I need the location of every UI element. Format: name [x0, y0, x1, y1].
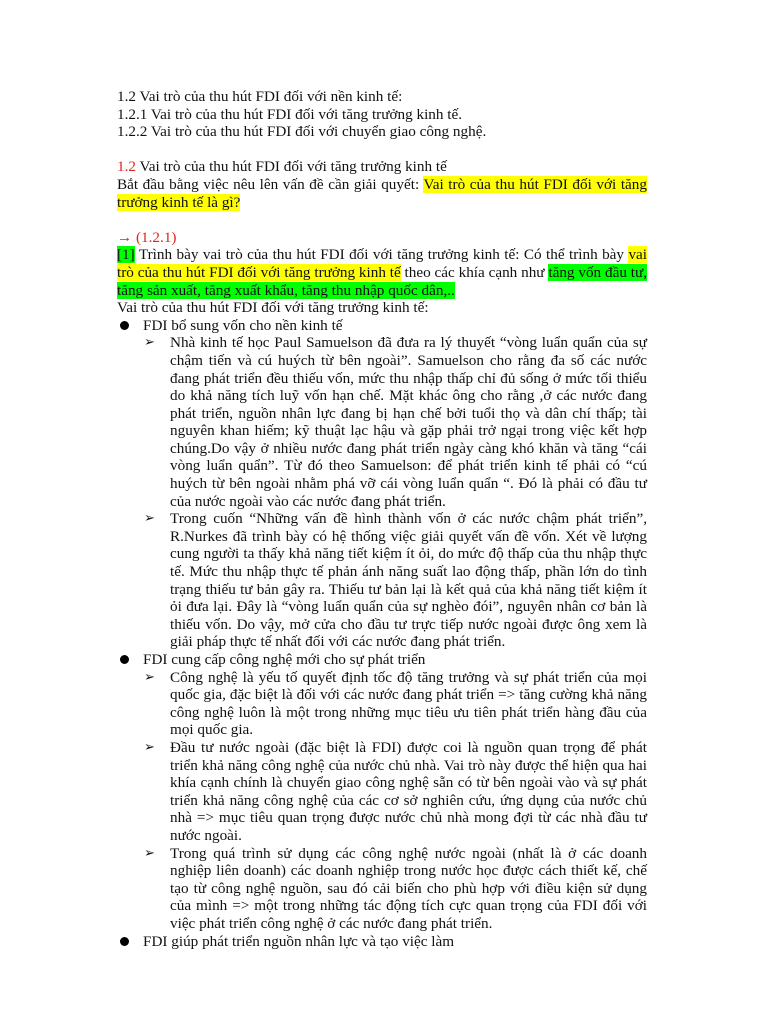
sub-list: [143, 669, 647, 933]
sub-text: Đầu tư nước ngoài (đặc biệt là FDI) được coi là nguồn quan trọng để phát triển khả năng công nghệ của nước chủ nhà. Vai trò này được thể hiện qua hai khía cạnh chính là chuyển giao công nghệ sẵn có từ bên ngoài vào và sự phát triển khả năng công nghệ của các cơ sở nghiên cứu, ứng dụng của nước chủ nhà => mục tiêu quan trọng được nước chủ nhà mong đợi từ các nhà đầu tư nước ngoài.: [170, 738, 647, 844]
bullet-label: FDI bổ sung vốn cho nền kinh tế: [143, 316, 343, 334]
paragraph: [117, 246, 647, 299]
marker-highlight: [1]: [117, 246, 135, 264]
arrow-bullet-icon: ➢: [144, 845, 155, 861]
document-page: [117, 88, 647, 950]
section-heading: [117, 158, 647, 176]
question-highlight: Vai trò của thu hút FDI đối với tăng trưởng kinh tế là gì?: [117, 175, 647, 211]
bullet-icon: [120, 321, 129, 330]
toc-line: 1.2.1 Vai trò của thu hút FDI đối với tăng trưởng kinh tế.: [117, 105, 463, 123]
arrow-bullet-icon: ➢: [144, 335, 155, 351]
sub-item: [143, 334, 647, 510]
bullet-item: [117, 317, 647, 651]
para-text: Trình bày vai trò của thu hút FDI đối với tăng trưởng kinh tế: Có thể trình bày: [134, 246, 629, 264]
sub-item: [143, 669, 647, 739]
yellow-highlight: vai trò của thu hút FDI đối với tăng trưởng kinh tế: [117, 246, 647, 281]
lead-line: Vai trò của thu hút FDI đối với tăng trưởng kinh tế:: [117, 299, 429, 317]
bullet-list: [117, 317, 647, 950]
bullet-item: [117, 651, 647, 933]
arrow-bullet-icon: ➢: [144, 739, 155, 755]
section-intro: [117, 176, 647, 211]
arrow-bullet-icon: ➢: [144, 669, 155, 685]
sub-text: Nhà kinh tế học Paul Samuelson đã đưa ra lý thuyết “vòng luẩn quẩn của sự chậm tiến và cú huých từ bên ngoài”. Samuelson cho rằng đa số các nước đang phát triển đều thiếu vốn, mức thu nhập thấp chỉ đủ sống ở mức tối thiểu do khả năng tích luỹ vốn hạn chế. Mặt khác ông cho rằng ,ở các nước đang phát triển, nguồn nhân lực đang bị hạn chế bởi tuổi thọ và dân chí thấp; tài nguyên khan hiếm; kỹ thuật lạc hậu và gặp phải trở ngại trong việc kết hợp chúng.Do vậy ở nhiều nước đang phát triển ngày càng khó khăn và tăng “cái vòng luẩn quẩn”. Từ đó theo Samuelson: để phát triển kinh tế phải có “cú huých từ bên ngoài nhằm phá vỡ cái vòng luẩn quẩn “. Đó là phải có đầu tư của nước ngoài vào các nước đang phát triển.: [170, 334, 647, 510]
toc-line: 1.2 Vai trò của thu hút FDI đối với nền kinh tế:: [117, 88, 403, 105]
bullet-label: FDI cung cấp công nghệ mới cho sự phát triển: [143, 651, 426, 668]
sub-text: Trong cuốn “Những vấn đề hình thành vốn ở các nước chậm phát triển”, R.Nurkes đã trình bày có hệ thống việc giải quyết vấn đề vốn. Xét về lượng cung người ta thấy khả năng tiết kiệm ít ỏi, do mức độ thấp của thu nhập thực tế. Mức thu nhập thực tế phản ánh năng suất lao động thấp, phần lớn do tình trạng thiếu tư bản gây ra. Thiếu tư bản lại là kết quả của khả năng tiết kiệm ít ỏi đưa lại. Đây là “vòng luẩn quẩn của sự nghèo đói”, nguyên nhân cơ bản là thiếu vốn. Do vậy, mở cửa cho đầu tư trực tiếp nước ngoài được ông xem là giải pháp thực tế nhất đối với các nước đang phát triển.: [170, 510, 647, 651]
sub-item: [143, 510, 647, 651]
green-highlight: tăng vốn đầu tư, tăng sản xuất, tăng xuất khẩu, tăng thu nhập quốc dân,..: [117, 263, 647, 299]
reference-arrow: → (1.2.1): [117, 228, 177, 246]
sub-item: [143, 845, 647, 933]
arrow-bullet-icon: ➢: [144, 511, 155, 527]
toc-line: 1.2.2 Vai trò của thu hút FDI đối với chuyển giao công nghệ.: [117, 123, 487, 141]
bullet-icon: [120, 655, 129, 664]
bullet-icon: [120, 937, 129, 946]
bullet-item: [117, 933, 647, 951]
sub-text: Công nghệ là yếu tố quyết định tốc độ tăng trưởng và sự phát triển của mọi quốc gia, đặc biệt là đối với các nước đang phát triển => tăng cường khả năng công nghệ luôn là một trong những mục tiêu ưu tiên phát triển hàng đầu của mọi quốc gia.: [170, 668, 647, 739]
bullet-label: FDI giúp phát triển nguồn nhân lực và tạo việc làm: [143, 932, 455, 950]
para-text: theo các khía cạnh như: [400, 263, 549, 281]
toc: [117, 88, 647, 141]
section-number: 1.2: [117, 158, 136, 176]
sub-text: Trong quá trình sử dụng các công nghệ nước ngoài (nhất là ở các doanh nghiệp liên doanh) các doanh nghiệp trong nước học được cách thiết kế, chế tạo từ công nghệ nguồn, sau đó cải biến cho phù hợp với điều kiện sử dụng của mình => một trong những tác động tích cực quan trọng của FDI đối với việc phát triển công nghệ ở các nước đang phát triển.: [170, 844, 647, 932]
sub-list: [143, 334, 647, 651]
intro-text: Bắt đầu bằng việc nêu lên vấn đề cần giải quyết:: [117, 175, 424, 193]
section-title: Vai trò của thu hút FDI đối với tăng trưởng kinh tế: [135, 158, 447, 176]
sub-item: [143, 739, 647, 845]
